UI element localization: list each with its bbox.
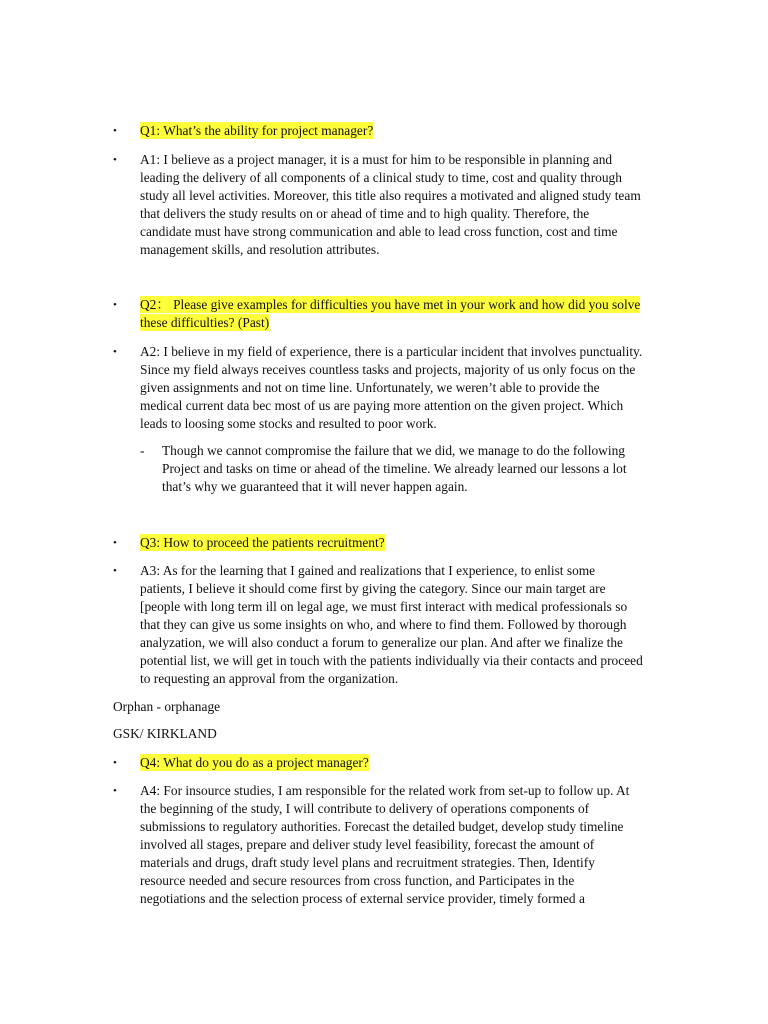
answer-3 <box>113 562 643 688</box>
answer-2-subitem <box>140 442 650 496</box>
question-1-text: Q1: What’s the ability for project manager? <box>140 123 374 138</box>
question-3 <box>113 534 643 552</box>
note-orphan: Orphan - orphanage <box>113 699 221 714</box>
bullet: • <box>113 537 117 549</box>
dash-marker: - <box>140 443 145 458</box>
question-2-text: Q2： Please give examples for difficulties you have met in your work and how did you solve these difficulties? (Past) <box>140 297 641 330</box>
answer-1-text: A1: I believe as a project manager, it is a must for him to be responsible in planning and leading the delivery of all components of a clinical study to time, cost and quality through study all level activities. Moreover, this title also requires a motivated and aligned study team that delivers the study results on or ahead of time and to high quality. Therefore, the candidate must have strong communication and able to lead cross function, cost and time management skills, and resolution attributes. <box>140 152 641 257</box>
question-1 <box>113 122 643 140</box>
bullet: • <box>113 565 117 577</box>
answer-2 <box>113 343 643 433</box>
answer-2-subitem-text: Though we cannot compromise the failure that we did, we manage to do the following Project and tasks on time or ahead of the timeline. We already learned our lessons a lot that’s why we guaranteed that it will never happen again. <box>162 443 627 494</box>
question-3-text: Q3: How to proceed the patients recruitment? <box>140 535 385 550</box>
answer-2-text: A2: I believe in my field of experience, there is a particular incident that involves punctuality. Since my field always receives countless tasks and projects, majority of us only focus on the given assignments and not on time line. Unfortunately, we weren’t able to provide the medical current data bec most of us are paying more attention on the given project. Which leads to loosing some stocks and resulted to poor work. <box>140 344 643 431</box>
answer-3-text: A3: As for the learning that I gained and realizations that I experience, to enlist some patients, I believe it should come first by giving the category. Since our main target are [people with long term ill on legal age, we must first interact with medical professionals so that they can give us some insights on who, and where to find them. Followed by thorough analyzation, we will also conduct a forum to generalize our plan. And after we finalize the potential list, we will get in touch with the patients individually via their contacts and proceed to requesting an approval from the organization. <box>140 563 643 686</box>
question-4-text: Q4: What do you do as a project manager? <box>140 755 369 770</box>
answer-4-text: A4: For insource studies, I am responsible for the related work from set-up to follow up. At the beginning of the study, I will contribute to delivery of operations components of submissions to regulatory authorities. Forecast the detailed budget, develop study timeline involved all stages, prepare and deliver study level feasibility, forecast the amount of materials and drugs, draft study level plans and recruitment strategies. Then, Identify resource needed and secure resources from cross function, and Participates in the negotiations and the selection process of external service provider, timely formed a <box>140 783 630 906</box>
bullet: • <box>113 154 117 166</box>
question-2 <box>113 296 643 332</box>
note-gsk: GSK/ KIRKLAND <box>113 726 217 741</box>
bullet: • <box>113 125 117 137</box>
bullet: • <box>113 299 117 311</box>
answer-1 <box>113 151 643 259</box>
question-4 <box>113 754 643 772</box>
bullet: • <box>113 346 117 358</box>
bullet: • <box>113 757 117 769</box>
answer-4 <box>113 782 643 908</box>
bullet: • <box>113 785 117 797</box>
